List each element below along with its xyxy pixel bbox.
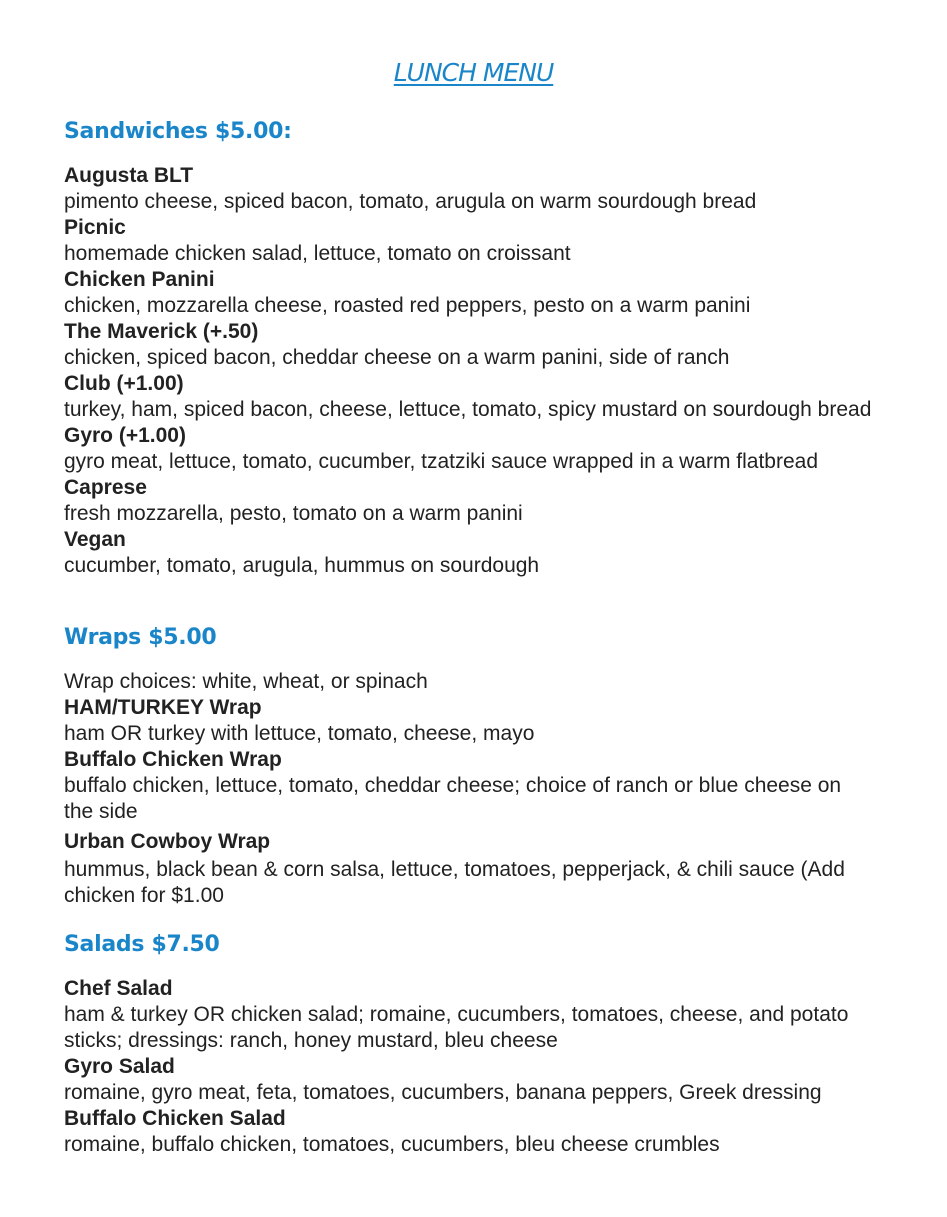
- item-name: Picnic: [64, 216, 126, 239]
- menu-item: [64, 976, 914, 1054]
- item-name: Buffalo Chicken Salad: [64, 1107, 286, 1130]
- section-heading: Sandwiches $5.00:: [64, 119, 292, 144]
- menu-item: [64, 371, 914, 423]
- menu-item: [64, 747, 914, 825]
- item-name: Club (+1.00): [64, 372, 184, 395]
- menu-item: [64, 319, 914, 371]
- item-description: pimento cheese, spiced bacon, tomato, arugula on warm sourdough bread: [64, 190, 757, 213]
- menu-item: [64, 695, 914, 747]
- menu-item: [64, 215, 914, 267]
- section-heading: Salads $7.50: [64, 932, 220, 957]
- section-wraps: [64, 623, 914, 909]
- menu-item: [64, 163, 914, 215]
- item-name: Vegan: [64, 528, 126, 551]
- menu-item: [64, 423, 914, 475]
- item-name: Buffalo Chicken Wrap: [64, 748, 282, 771]
- item-description: romaine, gyro meat, feta, tomatoes, cucumbers, banana peppers, Greek dressing: [64, 1081, 822, 1104]
- item-name: Urban Cowboy Wrap: [64, 830, 271, 853]
- section-salads: [64, 930, 914, 1158]
- item-name: Chef Salad: [64, 977, 173, 1000]
- item-list: [64, 163, 914, 579]
- menu-item: [64, 1106, 914, 1158]
- menu-item: [64, 1054, 914, 1106]
- item-description: gyro meat, lettuce, tomato, cucumber, tzatziki sauce wrapped in a warm flatbread: [64, 450, 819, 473]
- item-list: [64, 976, 914, 1158]
- section-sandwiches: [64, 117, 914, 579]
- menu-item: [64, 527, 914, 579]
- item-name: Augusta BLT: [64, 164, 194, 187]
- item-description: cucumber, tomato, arugula, hummus on sourdough: [64, 554, 540, 577]
- item-name: Caprese: [64, 476, 147, 499]
- menu-item: [64, 475, 914, 527]
- wrap-choices-note: Wrap choices: white, wheat, or spinach: [64, 670, 428, 693]
- item-name: Gyro Salad: [64, 1055, 175, 1078]
- item-name: Gyro (+1.00): [64, 424, 186, 447]
- item-name: Chicken Panini: [64, 268, 215, 291]
- menu-item: [64, 829, 914, 909]
- menu-title: LUNCH MENU: [393, 58, 554, 87]
- item-description: ham OR turkey with lettuce, tomato, cheese, mayo: [64, 722, 535, 745]
- item-description: chicken, mozzarella cheese, roasted red peppers, pesto on a warm panini: [64, 294, 751, 317]
- item-description: buffalo chicken, lettuce, tomato, cheddar cheese; choice of ranch or blue cheese on the side: [64, 774, 842, 823]
- item-description: turkey, ham, spiced bacon, cheese, lettuce, tomato, spicy mustard on sourdough bread: [64, 398, 872, 421]
- item-description: romaine, buffalo chicken, tomatoes, cucumbers, bleu cheese crumbles: [64, 1133, 720, 1156]
- item-description: chicken, spiced bacon, cheddar cheese on a warm panini, side of ranch: [64, 346, 730, 369]
- menu-item: [64, 267, 914, 319]
- item-description: fresh mozzarella, pesto, tomato on a warm panini: [64, 502, 523, 525]
- section-heading: Wraps $5.00: [64, 625, 217, 650]
- item-description: hummus, black bean & corn salsa, lettuce, tomatoes, pepperjack, & chili sauce (Add chicken for $1.00: [64, 858, 845, 907]
- item-description: homemade chicken salad, lettuce, tomato on croissant: [64, 242, 571, 265]
- item-description: ham & turkey OR chicken salad; romaine, cucumbers, tomatoes, cheese, and potato sticks; dressings: ranch, honey mustard, bleu cheese: [64, 1003, 849, 1052]
- item-name: The Maverick (+.50): [64, 320, 259, 343]
- item-name: HAM/TURKEY Wrap: [64, 696, 262, 719]
